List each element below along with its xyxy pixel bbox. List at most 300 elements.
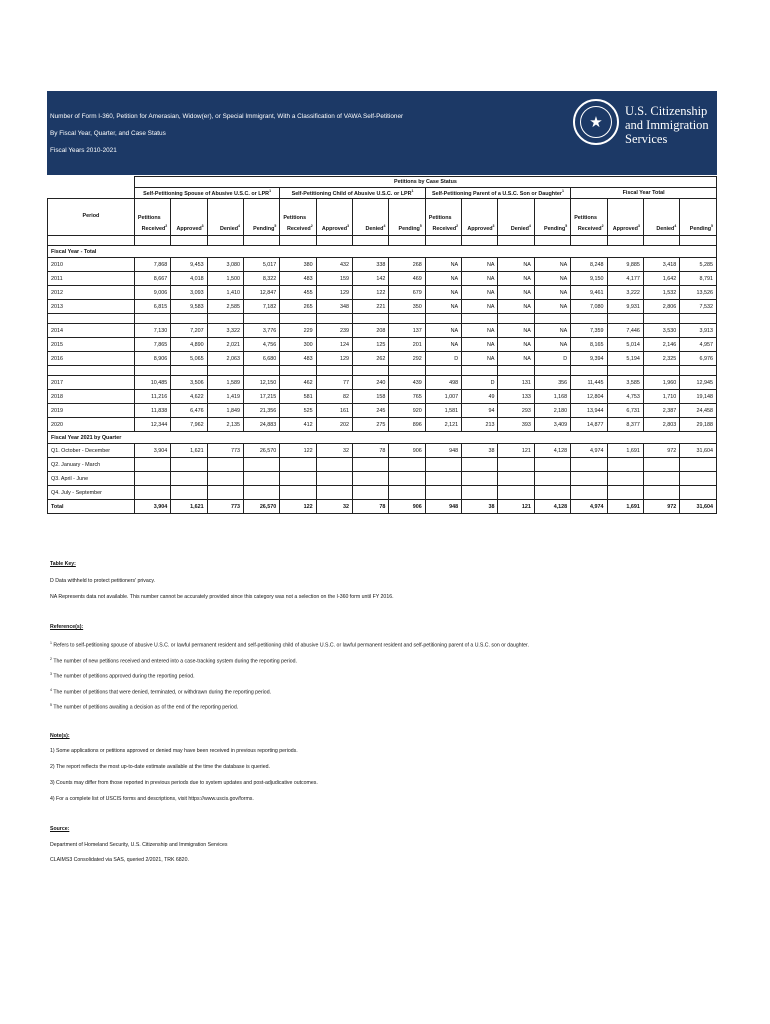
report-title: Number of Form I-360, Petition for Amerasian, Widow(er), or Special Immigrant, With a Classification of VAWA Self-Petitioner <box>50 113 404 120</box>
value-cell: 1,532 <box>643 286 679 300</box>
table-row <box>48 458 717 472</box>
value-cell <box>134 458 170 472</box>
value-cell: 412 <box>280 418 316 432</box>
value-cell <box>171 472 207 486</box>
value-cell: 38 <box>462 500 498 514</box>
value-cell: 5,285 <box>680 258 717 272</box>
value-cell: 393 <box>498 418 534 432</box>
value-cell: 10,485 <box>134 376 170 390</box>
blank-cell <box>425 314 461 324</box>
blank-cell <box>643 314 679 324</box>
value-cell: 129 <box>316 286 352 300</box>
value-cell: 240 <box>353 376 389 390</box>
col-header-pending <box>534 199 570 236</box>
table-row <box>48 286 717 300</box>
value-cell: 202 <box>316 418 352 432</box>
group-header-child <box>280 188 425 199</box>
value-cell: 2,180 <box>534 404 570 418</box>
section-label: Fiscal Year 2021 by Quarter <box>48 432 717 444</box>
col-header-label: Denied <box>510 226 529 232</box>
footnote-marker: 3 <box>492 224 495 229</box>
value-cell: NA <box>498 352 534 366</box>
table-key-heading: Table Key: <box>50 561 76 567</box>
blank-cell <box>498 314 534 324</box>
value-cell <box>643 472 679 486</box>
group-header-label: Self-Petitioning Spouse of Abusive U.S.C. or LPR <box>143 190 270 197</box>
value-cell: 1,691 <box>607 444 643 458</box>
col-header-label: Approved <box>467 226 493 232</box>
reference-item <box>50 640 529 650</box>
value-cell: 948 <box>425 444 461 458</box>
value-cell <box>207 472 243 486</box>
col-header-denied <box>643 199 679 236</box>
blank-cell <box>425 236 461 246</box>
value-cell: 122 <box>280 444 316 458</box>
value-cell: 483 <box>280 272 316 286</box>
value-cell: 972 <box>643 444 679 458</box>
value-cell: 292 <box>389 352 425 366</box>
col-header-label: Received <box>432 226 457 232</box>
value-cell <box>571 458 607 472</box>
table-row <box>48 324 717 338</box>
value-cell <box>607 486 643 500</box>
value-cell <box>643 458 679 472</box>
period-cell: 2012 <box>48 286 135 300</box>
reference-text: Refers to self-petitioning spouse of abusive U.S.C. or lawful permanent resident and self-petitioning child of abusive U.S.C. or lawful permanent resident and self-petitioning parent of a U.S.C. son or daughter. <box>53 642 529 649</box>
section-label: Fiscal Year - Total <box>48 246 717 258</box>
value-cell: 432 <box>316 258 352 272</box>
blank-cell <box>389 314 425 324</box>
value-cell <box>571 486 607 500</box>
value-cell: 13,526 <box>680 286 717 300</box>
blank-cell <box>280 236 316 246</box>
blank-cell <box>462 366 498 376</box>
value-cell: 6,815 <box>134 300 170 314</box>
col-header-label: Pending <box>253 226 275 232</box>
value-cell: 2,146 <box>643 338 679 352</box>
blank-cell <box>680 366 717 376</box>
blank-cell <box>316 236 352 246</box>
col-header-petitions: Petitions <box>428 215 452 222</box>
reference-item <box>50 656 297 666</box>
value-cell: 7,962 <box>171 418 207 432</box>
col-header-petitions: Petitions <box>137 215 161 222</box>
value-cell: NA <box>534 272 570 286</box>
footnote-marker: 3 <box>50 672 52 676</box>
value-cell <box>280 458 316 472</box>
value-cell: 5,065 <box>171 352 207 366</box>
reference-text: The number of petitions awaiting a decision as of the end of the reporting period. <box>53 704 239 711</box>
value-cell: 2,585 <box>207 300 243 314</box>
table-row <box>48 444 717 458</box>
value-cell <box>353 458 389 472</box>
reference-text: The number of petitions approved during the reporting period. <box>53 673 195 680</box>
value-cell: 275 <box>353 418 389 432</box>
value-cell <box>498 472 534 486</box>
col-header-approved <box>171 199 207 236</box>
value-cell: 1,960 <box>643 376 679 390</box>
period-cell: 2019 <box>48 404 135 418</box>
value-cell: NA <box>425 272 461 286</box>
value-cell: 1,168 <box>534 390 570 404</box>
value-cell: 4,128 <box>534 500 570 514</box>
value-cell: 1,500 <box>207 272 243 286</box>
section-fy2021-quarters <box>48 432 717 444</box>
col-header-pending <box>389 199 425 236</box>
blank-cell <box>353 314 389 324</box>
value-cell: 239 <box>316 324 352 338</box>
blank-cell <box>643 366 679 376</box>
value-cell: 8,791 <box>680 272 717 286</box>
blank-cell <box>48 177 135 188</box>
value-cell: 773 <box>207 500 243 514</box>
col-header-approved <box>607 199 643 236</box>
value-cell: 948 <box>425 500 461 514</box>
period-cell: 2013 <box>48 300 135 314</box>
blank-cell <box>243 314 279 324</box>
value-cell: 8,667 <box>134 272 170 286</box>
blank-cell <box>571 236 607 246</box>
value-cell: 4,753 <box>607 390 643 404</box>
value-cell: 26,570 <box>243 500 279 514</box>
col-header-denied <box>498 199 534 236</box>
references-heading: Reference(s): <box>50 624 84 630</box>
table-row <box>48 258 717 272</box>
period-cell: 2015 <box>48 338 135 352</box>
value-cell: 6,680 <box>243 352 279 366</box>
period-cell: Q4. July - September <box>48 486 135 500</box>
reference-item <box>50 687 271 697</box>
footnote-marker: 4 <box>528 224 531 229</box>
col-header-received <box>571 199 607 236</box>
value-cell: 7,207 <box>171 324 207 338</box>
blank-cell <box>48 366 135 376</box>
value-cell: 293 <box>498 404 534 418</box>
footnote-marker: 4 <box>238 224 240 229</box>
value-cell: 765 <box>389 390 425 404</box>
footnote-marker: 5 <box>711 224 713 229</box>
value-cell: 9,453 <box>171 258 207 272</box>
value-cell <box>207 458 243 472</box>
col-header-label: Pending <box>398 226 420 232</box>
table-row <box>48 352 717 366</box>
value-cell: 124 <box>316 338 352 352</box>
value-cell: 159 <box>316 272 352 286</box>
table-row <box>48 272 717 286</box>
table-key-item: D Data withheld to protect petitioners' privacy. <box>50 578 155 584</box>
footnote-marker: 1 <box>269 189 272 194</box>
value-cell: 972 <box>643 500 679 514</box>
value-cell <box>280 486 316 500</box>
col-header-label: Received <box>577 226 602 232</box>
group-header-label: Fiscal Year Total <box>622 190 665 196</box>
value-cell: 4,128 <box>534 444 570 458</box>
period-cell: Q3. April - June <box>48 472 135 486</box>
value-cell: 78 <box>353 444 389 458</box>
table-row <box>48 418 717 432</box>
value-cell: 2,803 <box>643 418 679 432</box>
reference-text: The number of new petitions received and entered into a case-tracking system during the reporting period. <box>53 658 297 665</box>
value-cell: D <box>462 376 498 390</box>
spacer-row <box>48 236 717 246</box>
value-cell: 1,589 <box>207 376 243 390</box>
blank-cell <box>280 314 316 324</box>
col-header-petitions: Petitions <box>283 215 307 222</box>
value-cell: 208 <box>353 324 389 338</box>
value-cell: 6,731 <box>607 404 643 418</box>
value-cell <box>680 486 717 500</box>
value-cell: 7,865 <box>134 338 170 352</box>
value-cell: NA <box>425 324 461 338</box>
value-cell: 7,130 <box>134 324 170 338</box>
blank-cell <box>389 366 425 376</box>
blank-cell <box>389 236 425 246</box>
value-cell: 7,359 <box>571 324 607 338</box>
value-cell <box>134 472 170 486</box>
blank-cell <box>48 314 135 324</box>
uscis-logo <box>625 104 709 146</box>
group-header-spouse <box>134 188 279 199</box>
value-cell <box>353 472 389 486</box>
value-cell: 920 <box>389 404 425 418</box>
table-row <box>48 338 717 352</box>
value-cell: 12,804 <box>571 390 607 404</box>
value-cell: 338 <box>353 258 389 272</box>
col-header-received <box>134 199 170 236</box>
value-cell: 2,063 <box>207 352 243 366</box>
value-cell: D <box>425 352 461 366</box>
col-header-label: Received <box>141 226 166 232</box>
value-cell <box>389 486 425 500</box>
value-cell: 2,806 <box>643 300 679 314</box>
value-cell: 773 <box>207 444 243 458</box>
value-cell: 78 <box>353 500 389 514</box>
value-cell: NA <box>498 258 534 272</box>
group-header-parent <box>425 188 570 199</box>
blank-cell <box>48 188 135 199</box>
footnote-marker: 1 <box>561 189 564 194</box>
value-cell: 29,188 <box>680 418 717 432</box>
value-cell: 161 <box>316 404 352 418</box>
col-header-denied <box>207 199 243 236</box>
value-cell: 14,877 <box>571 418 607 432</box>
value-cell: 129 <box>316 352 352 366</box>
value-cell: 5,014 <box>607 338 643 352</box>
blank-cell <box>171 236 207 246</box>
footnote-marker: 5 <box>565 224 568 229</box>
col-header-label: Pending <box>543 226 566 232</box>
value-cell: 2,325 <box>643 352 679 366</box>
value-cell: NA <box>462 258 498 272</box>
value-cell: 137 <box>389 324 425 338</box>
value-cell: 2,021 <box>207 338 243 352</box>
value-cell <box>353 486 389 500</box>
footnote-marker: 5 <box>419 224 422 229</box>
value-cell: 679 <box>389 286 425 300</box>
value-cell: NA <box>498 286 534 300</box>
value-cell: 3,093 <box>171 286 207 300</box>
value-cell: 262 <box>353 352 389 366</box>
value-cell: 300 <box>280 338 316 352</box>
value-cell <box>680 472 717 486</box>
value-cell: 5,194 <box>607 352 643 366</box>
value-cell: 229 <box>280 324 316 338</box>
value-cell: 265 <box>280 300 316 314</box>
footnote-marker: 2 <box>456 224 459 229</box>
value-cell: 439 <box>389 376 425 390</box>
blank-cell <box>498 236 534 246</box>
value-cell: 8,377 <box>607 418 643 432</box>
period-cell: Q1. October - December <box>48 444 135 458</box>
value-cell: 11,216 <box>134 390 170 404</box>
value-cell: 455 <box>280 286 316 300</box>
value-cell: 4,622 <box>171 390 207 404</box>
value-cell: 13,944 <box>571 404 607 418</box>
value-cell: 3,080 <box>207 258 243 272</box>
section-fiscal-year-total <box>48 246 717 258</box>
header-banner <box>47 91 717 175</box>
period-cell: 2018 <box>48 390 135 404</box>
value-cell: 7,182 <box>243 300 279 314</box>
value-cell: 9,931 <box>607 300 643 314</box>
value-cell: 4,756 <box>243 338 279 352</box>
blank-cell <box>498 366 534 376</box>
value-cell: 77 <box>316 376 352 390</box>
blank-cell <box>171 366 207 376</box>
value-cell: 121 <box>498 444 534 458</box>
value-cell <box>498 458 534 472</box>
value-cell: D <box>534 352 570 366</box>
footnote-marker: 3 <box>347 224 350 229</box>
value-cell: 32 <box>316 500 352 514</box>
blank-cell <box>643 236 679 246</box>
value-cell <box>462 472 498 486</box>
value-cell: 1,849 <box>207 404 243 418</box>
col-header-label: Received <box>287 226 311 232</box>
value-cell: 31,604 <box>680 444 717 458</box>
value-cell: 12,344 <box>134 418 170 432</box>
value-cell: 122 <box>353 286 389 300</box>
col-header-received <box>425 199 461 236</box>
value-cell: 131 <box>498 376 534 390</box>
value-cell: NA <box>534 338 570 352</box>
value-cell: 3,418 <box>643 258 679 272</box>
value-cell: 9,461 <box>571 286 607 300</box>
brand-line: and Immigration <box>625 118 709 132</box>
value-cell: 121 <box>498 500 534 514</box>
value-cell: 9,394 <box>571 352 607 366</box>
value-cell: 158 <box>353 390 389 404</box>
value-cell <box>607 472 643 486</box>
value-cell: 11,445 <box>571 376 607 390</box>
value-cell: NA <box>462 352 498 366</box>
value-cell: 4,957 <box>680 338 717 352</box>
value-cell: 4,974 <box>571 444 607 458</box>
blank-cell <box>353 366 389 376</box>
group-header-label: Self-Petitioning Child of Abusive U.S.C. or LPR <box>291 190 412 197</box>
period-cell: 2010 <box>48 258 135 272</box>
footnote-marker: 3 <box>201 224 204 229</box>
notes-heading: Note(s): <box>50 733 70 739</box>
value-cell: 125 <box>353 338 389 352</box>
footnote-marker: 5 <box>274 224 277 229</box>
footnote-marker: 4 <box>50 688 52 692</box>
value-cell: 3,913 <box>680 324 717 338</box>
value-cell: NA <box>534 324 570 338</box>
value-cell: 26,570 <box>243 444 279 458</box>
period-header: Period <box>48 199 135 236</box>
col-header-label: Denied <box>656 226 675 232</box>
value-cell: 5,017 <box>243 258 279 272</box>
value-cell: NA <box>534 300 570 314</box>
blank-cell <box>571 314 607 324</box>
value-cell: 3,322 <box>207 324 243 338</box>
value-cell <box>243 458 279 472</box>
value-cell <box>243 486 279 500</box>
source-heading: Source: <box>50 826 70 832</box>
value-cell <box>171 458 207 472</box>
value-cell: 7,868 <box>134 258 170 272</box>
period-cell: 2017 <box>48 376 135 390</box>
value-cell: 469 <box>389 272 425 286</box>
value-cell: NA <box>425 300 461 314</box>
spacer-row <box>48 366 717 376</box>
report-subtitle: By Fiscal Year, Quarter, and Case Status <box>50 130 166 137</box>
value-cell: 4,177 <box>607 272 643 286</box>
col-header-label: Denied <box>365 226 384 232</box>
value-cell: 82 <box>316 390 352 404</box>
spacer-row <box>48 314 717 324</box>
value-cell: 483 <box>280 352 316 366</box>
blank-cell <box>462 236 498 246</box>
value-cell: 245 <box>353 404 389 418</box>
value-cell: 498 <box>425 376 461 390</box>
value-cell: 8,322 <box>243 272 279 286</box>
reference-text: The number of petitions that were denied, terminated, or withdrawn during the reporting period. <box>53 689 272 696</box>
period-cell: 2014 <box>48 324 135 338</box>
value-cell: 3,904 <box>134 444 170 458</box>
value-cell: 1,621 <box>171 444 207 458</box>
blank-cell <box>48 236 135 246</box>
footnote-marker: 4 <box>674 224 677 229</box>
footnote-marker: 1 <box>411 189 414 194</box>
value-cell: 31,604 <box>680 500 717 514</box>
blank-cell <box>243 366 279 376</box>
value-cell <box>534 486 570 500</box>
value-cell: 356 <box>534 376 570 390</box>
col-header-label: Approved <box>176 226 202 232</box>
value-cell <box>171 486 207 500</box>
value-cell: 9,150 <box>571 272 607 286</box>
period-cell: 2016 <box>48 352 135 366</box>
period-cell: Q2. January - March <box>48 458 135 472</box>
value-cell: 142 <box>353 272 389 286</box>
dhs-seal-icon: ★ <box>573 99 619 145</box>
value-cell: 21,356 <box>243 404 279 418</box>
value-cell: NA <box>462 286 498 300</box>
blank-cell <box>607 366 643 376</box>
brand-line: U.S. Citizenship <box>625 104 708 118</box>
value-cell: 24,458 <box>680 404 717 418</box>
value-cell: 221 <box>353 300 389 314</box>
value-cell: 12,847 <box>243 286 279 300</box>
value-cell: 1,007 <box>425 390 461 404</box>
period-cell: 2011 <box>48 272 135 286</box>
value-cell: 3,904 <box>134 500 170 514</box>
blank-cell <box>316 366 352 376</box>
blank-cell <box>134 366 170 376</box>
source-item: Department of Homeland Security, U.S. Citizenship and Immigration Services <box>50 842 228 848</box>
